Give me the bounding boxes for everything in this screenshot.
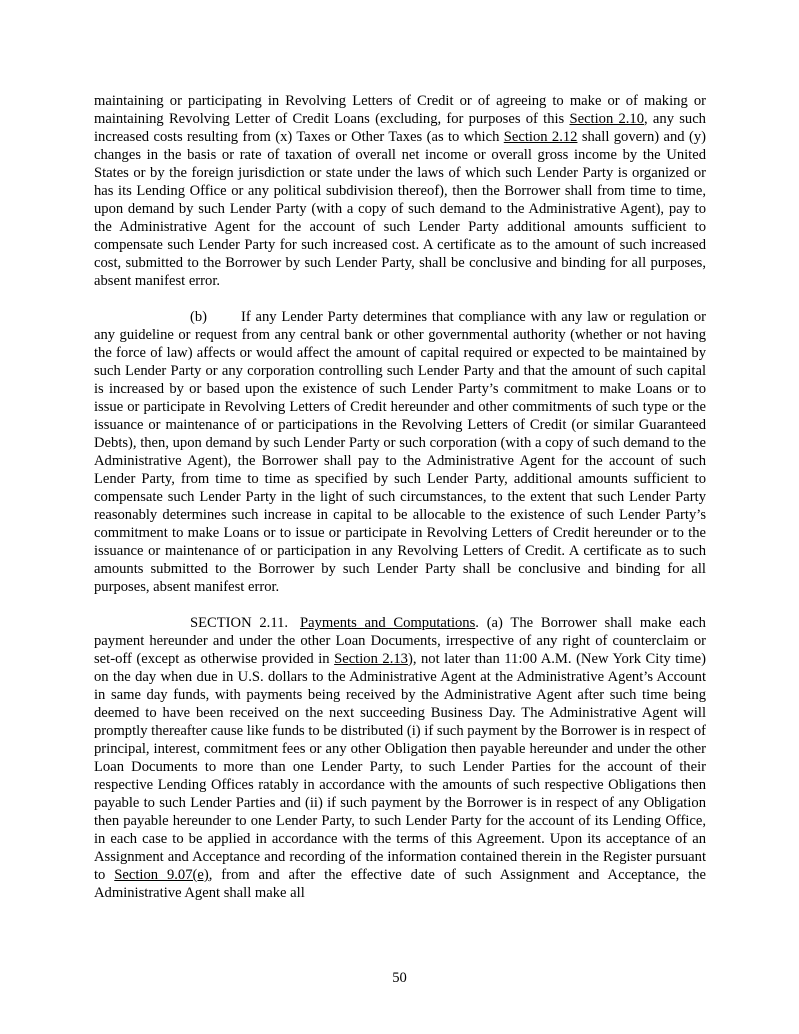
p1-text-3: shall govern) and (y) changes in the basis or rate of taxation of overall net income or overall gross income by the United States or by the foreign jurisdiction or state under the laws of which such Lender Party is organized or has its Lending Office or any political subdivision thereof), then the Borrower shall from time to time, upon demand by such Lender Party (with a copy of such demand to the Administrative Agent), pay to the Administrative Agent for the account of such Lender Party additional amounts sufficient to compensate such Lender Party for such increased cost. A certificate as to the amount of such increased cost, submitted to the Borrower by such Lender Party, shall be conclusive and binding for all purposes, absent manifest error. <box>94 129 706 289</box>
section-2-11-heading: Payments and Computations <box>300 615 476 631</box>
section-2-12-reference: Section 2.12 <box>503 129 578 145</box>
page-number: 50 <box>392 970 407 986</box>
p3-text-2: ), not later than 11:00 A.M. (New York City time) on the day when due in U.S. dollars to the Administrative Agent at the Administrative Agent’s Account in same day funds, with payments being received by the Administrative Agent after such time being deemed to have been received on the next succeeding Business Day. The Administrative Agent will promptly thereafter cause like funds to be distributed (i) if such payment by the Borrower is in respect of principal, interest, commitment fees or any other Obligation then payable hereunder and under the other Loan Documents to more than one Lender Party, to such Lender Parties for the account of their respective Lending Offices ratably in accordance with the amounts of such respective Obligations then payable to such Lender Parties and (ii) if such payment by the Borrower is in respect of any Obligation then payable hereunder to one Lender Party, to such Lender Party for the account of its Lending Office, in each case to be applied in accordance with the terms of this Agreement. Upon its acceptance of an Assignment and Acceptance and recording of the information contained therein in the Register pursuant to <box>94 651 707 883</box>
section-2-13-reference: Section 2.13 <box>334 651 408 667</box>
paragraph-increased-costs-continued <box>94 92 706 290</box>
p3-text-1: . (a) The Borrower shall make each payment hereunder and under the other Loan Documents, irrespective of any right of counterclaim or set-off (except as otherwise provided in <box>94 615 706 667</box>
paragraph-section-2-11 <box>94 614 706 902</box>
section-2-11-number: SECTION 2.11. <box>190 615 289 631</box>
p1-text-1: maintaining or participating in Revolving Letters of Credit or of agreeing to make or of making or maintaining Revolving Letter of Credit Loans (excluding, for purposes of this <box>94 93 706 127</box>
section-9-07-e-reference: Section 9.07(e) <box>114 867 209 883</box>
section-2-10-reference: Section 2.10 <box>569 111 645 127</box>
p1-text-2: , any such increased costs resulting from (x) Taxes or Other Taxes (as to which <box>94 111 706 145</box>
document-page <box>94 92 706 920</box>
clause-b-label: (b) <box>190 309 208 325</box>
paragraph-b-capital-requirements <box>94 308 706 596</box>
p3-text-3: , from and after the effective date of such Assignment and Acceptance, the Administrative Agent shall make all <box>94 867 706 901</box>
p2-text: If any Lender Party determines that compliance with any law or regulation or any guideline or request from any central bank or other governmental authority (whether or not having the force of law) affects or would affect the amount of capital required or expected to be maintained by such Lender Party or any corporation controlling such Lender Party and that the amount of such capital is increased by or based upon the existence of such Lender Party’s commitment to make Loans or to issue or participate in Revolving Letters of Credit hereunder and other commitments of such type or the issuance or maintenance of or participations in the Revolving Letters of Credit (or similar Guaranteed Debts), then, upon demand by such Lender Party or such corporation (with a copy of such demand to the Administrative Agent), the Borrower shall pay to the Administrative Agent for the account of such Lender Party, from time to time as specified by such Lender Party, additional amounts sufficient to compensate such Lender Party in the light of such circumstances, to the extent that such Lender Party reasonably determines such increase in capital to be allocable to the existence of such Lender Party’s commitment to make Loans or to issue or participate in Revolving Letters of Credit hereunder or to the issuance or maintenance of or participation in any Revolving Letters of Credit. A certificate as to such amounts submitted to the Borrower by such Lender Party shall be conclusive and binding for all purposes, absent manifest error. <box>94 309 706 595</box>
